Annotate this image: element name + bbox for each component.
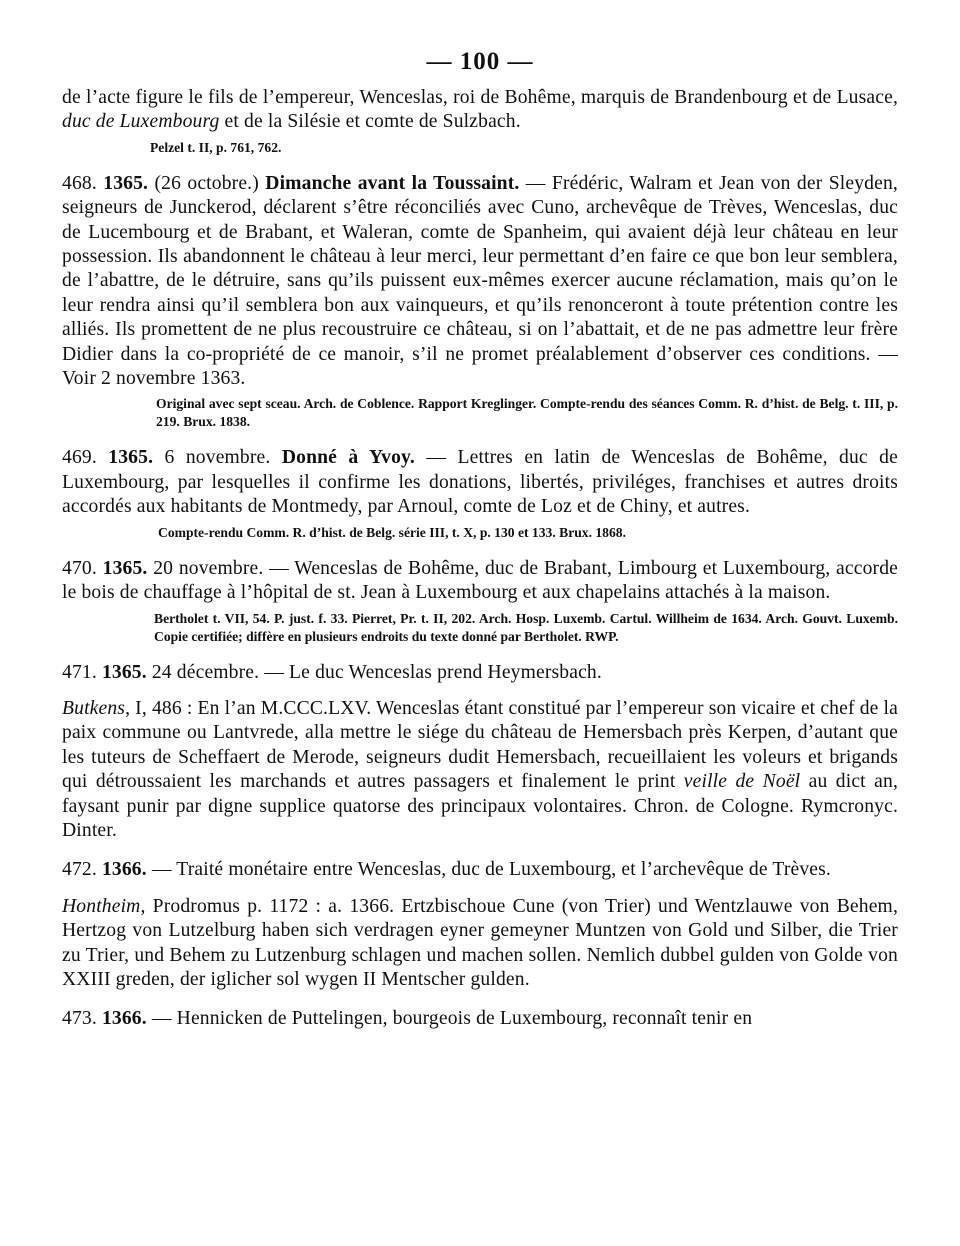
source-note-468: Original avec sept sceau. Arch. de Coblence. Rapport Kreglinger. Compte-rendu des séances Comm. R. d’hist. de Belg. t. III, p. 219. Brux. 1838. <box>156 396 898 430</box>
source-note-470: Bertholet t. VII, 54. P. just. f. 33. Pierret, Pr. t. II, 202. Arch. Hosp. Luxemb. Cartul. Willheim de 1634. Arch. Gouvt. Luxemb. Copie certifiée; diffère en plusieurs endroits du texte donné par Bertholet. RWP. <box>154 610 898 644</box>
entry-471 <box>62 661 898 685</box>
quote-author: Hontheim <box>62 895 141 917</box>
entry-place: Dimanche avant la Toussaint. <box>265 172 520 194</box>
source-note-469: Compte-rendu Comm. R. d’hist. de Belg. série III, t. X, p. 130 et 133. Brux. 1868. <box>158 524 626 540</box>
quote-471 <box>62 697 898 843</box>
entry-469 <box>62 446 898 519</box>
entry-date: (26 octobre.) <box>154 172 259 194</box>
opening-italic: duc de Luxembourg <box>62 111 220 133</box>
entry-number: 468. <box>62 172 97 194</box>
entry-number: 472. <box>62 859 97 881</box>
quote-472 <box>62 895 898 993</box>
opening-text: de l’acte figure le fils de l’empereur, Wenceslas, roi de Bohême, marquis de Brandenbourg et de Lusace, <box>62 87 898 108</box>
entry-text: — Hennicken de Puttelingen, bourgeois de Luxembourg, reconnaît tenir en <box>151 1008 753 1030</box>
entry-473 <box>62 1007 898 1031</box>
entry-year: 1365. <box>108 447 154 469</box>
entry-date: 24 décembre. <box>151 661 260 683</box>
entry-number: 471. <box>62 661 97 683</box>
entry-place: Donné à Yvoy. <box>281 447 415 469</box>
entry-text: — Traité monétaire entre Wenceslas, duc de Luxembourg, et l’archevêque de Trèves. <box>151 859 831 881</box>
quote-text: , Prodromus p. 1172 : a. 1366. Ertzbischoue Cune (von Trier) und Wentzlauwe von Behem, Hertzog von Lutzelburg haben sich verdragen eyner gemeyner Muntzen von Gold und Silber, die Trier zu Trier, und Behem zu Lutzenburg schlagen und machen sollen. Nemlich dubbel gulden von Golde von XXIII greden, der iglicher sol wygen II Mentscher gulden. <box>62 895 898 990</box>
entry-text: — Lettres en latin de Wenceslas de Bohême, duc de Luxembourg, par lesquelles il confirme les donations, libertés, priviléges, franchises et autres droits accordés aux habitants de Montmedy, par Arnoul, comte de Loz et de Chiny, et autres. <box>62 447 898 518</box>
entry-text: — Frédéric, Walram et Jean von der Sleyden, seigneurs de Junckerod, déclarent s’être réconciliés avec Cuno, archevêque de Trèves, Wenceslas, duc de Lucembourg et de Brabant, et Waleran, comte de Spanheim, qui avaient déjà leur château en leur possession. Ils abandonnent le château à leur merci, leur permettant d’en faire ce que bon leur semblera, de l’abattre, de le détruire, sans qu’ils puissent eux-mêmes exercer aucune réclamation, mais qu’on le leur rendra ainsi qu’il semblera bon aux vainqueurs, et qu’ils renonceront à toute prétention contre les alliés. Ils promettent de ne plus recoustruire ce château, si on l’abattait, et de ne pas admettre leur frère Didier dans la co-propriété de ce manoir, s’il ne promet préalablement d’observer ces conditions. — Voir 2 novembre 1363. <box>62 172 898 390</box>
entry-date: 20 novembre. <box>153 557 264 579</box>
entry-year: 1366. <box>101 1008 147 1030</box>
quote-text: , I, 486 : En l’an M.CCC.LXV. Wenceslas étant constitué par l’empereur son vicaire et chef de la paix commune ou Lantvrede, alla mettre le siége du château de Hemersbach près Kerpen, d’autant que les tuteurs de Scheffaert de Merode, seigneurs dudit Hemersbach, recueillaient les voleurs et brigands qui détroussaient les marchands et autres passagers et finalement le print <box>62 697 898 793</box>
entry-470 <box>62 557 898 606</box>
source-note-opening: Pelzel t. II, p. 761, 762. <box>150 139 282 155</box>
entry-text: — Le duc Wenceslas prend Heymersbach. <box>264 661 602 683</box>
entry-year: 1366. <box>101 859 147 881</box>
document-page <box>62 40 898 1240</box>
opening-text-end: et de la Silésie et comte de Sulzbach. <box>219 111 521 133</box>
opening-paragraph <box>62 86 898 135</box>
entry-number: 469. <box>62 447 97 469</box>
entry-number: 470. <box>62 557 97 579</box>
entry-468 <box>62 172 898 392</box>
entry-year: 1365. <box>101 661 147 683</box>
entry-date: 6 novembre. <box>164 447 271 469</box>
entry-text: — Wenceslas de Bohême, duc de Brabant, Limbourg et Luxembourg, accorde le bois de chauffage à l’hôpital de st. Jean à Luxembourg et aux chapelains attachés à la maison. <box>62 557 898 604</box>
entry-number: 473. <box>62 1008 97 1030</box>
entry-472 <box>62 858 898 882</box>
quote-end: au dict an, faysant punir par digne supplice quatorse des principaux volontaires. Chron. de Cologne. Rymcronyc. Dinter. <box>62 771 898 841</box>
entry-year: 1365. <box>103 172 149 194</box>
entry-year: 1365. <box>102 557 148 579</box>
quote-italic: veille de Noël <box>683 771 801 793</box>
page-number: — 100 — <box>426 48 534 75</box>
quote-author: Butkens <box>62 697 126 719</box>
